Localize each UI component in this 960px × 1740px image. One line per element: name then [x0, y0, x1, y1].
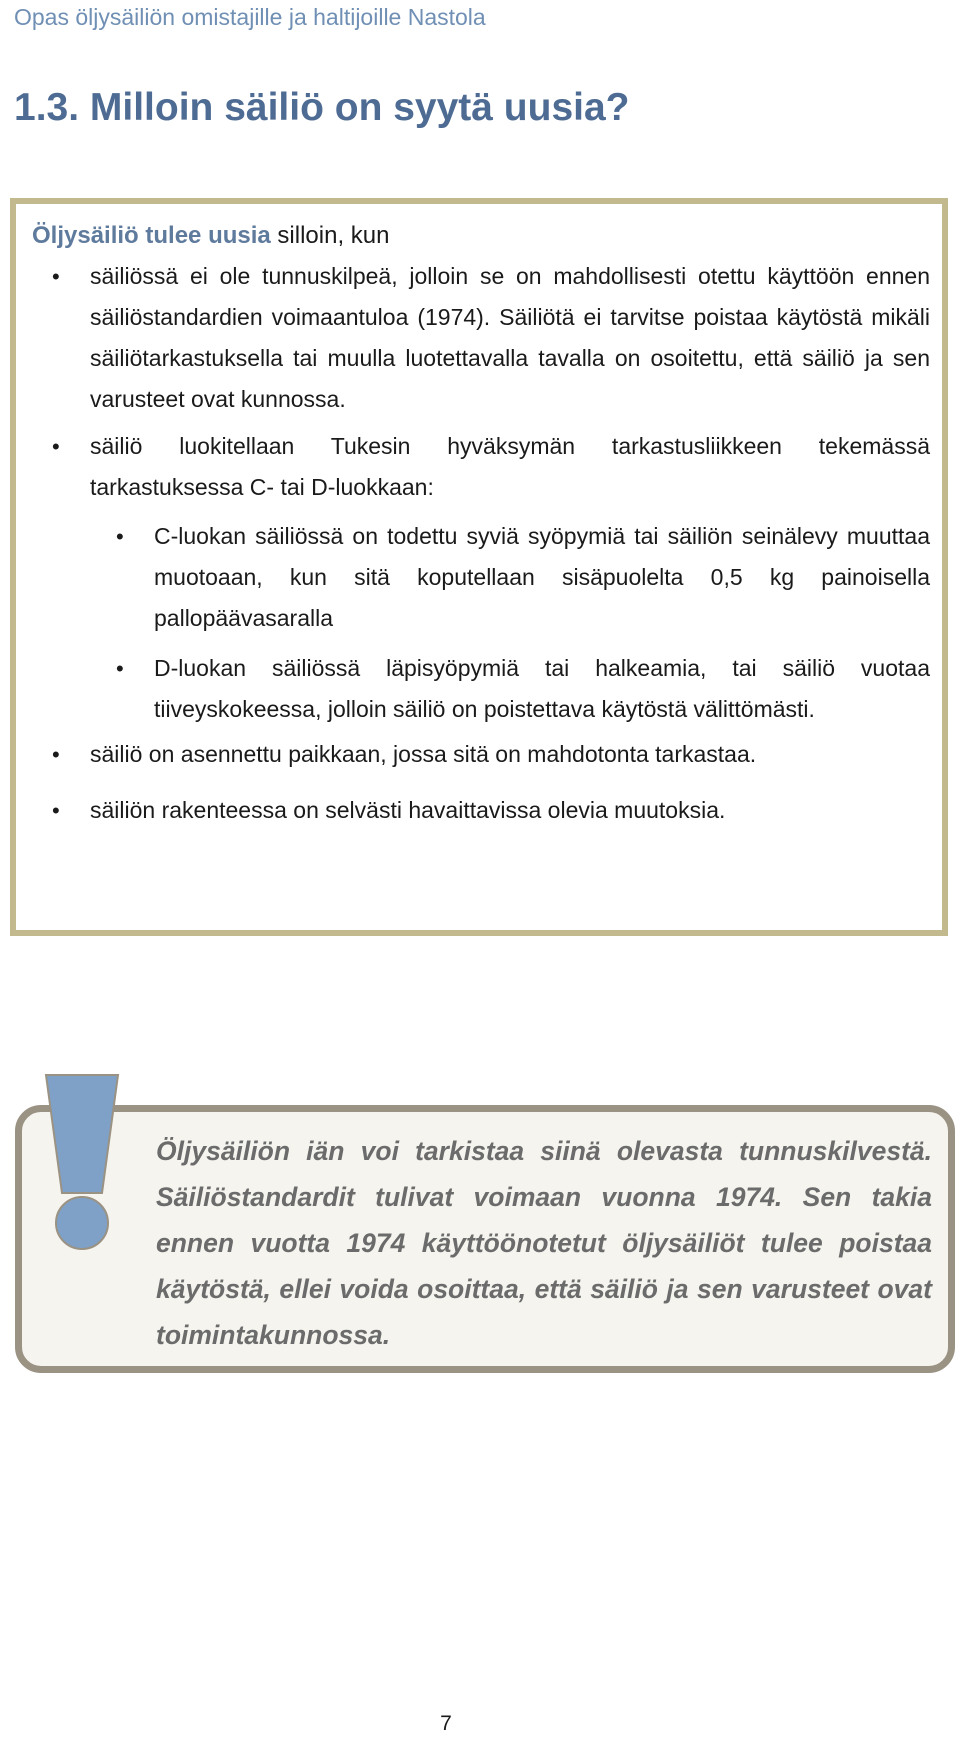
notice-box	[15, 1105, 955, 1373]
list-item-structure: säiliön rakenteessa on selvästi havaittavissa olevia muutoksia.	[90, 797, 726, 823]
bullet-icon: •	[52, 434, 60, 459]
exclamation-icon	[44, 1073, 120, 1253]
list-item-no-plate: säiliössä ei ole tunnuskilpeä, jolloin se on mahdollisesti otettu käyttöön ennen säiliöstandardien voimaantuloa (1974). Säiliötä ei tarvitse poistaa käytöstä mikäli säiliötarkastuksella tai muulla luotettavalla tavalla on osoitettu, että säiliö ja sen varusteet ovat kunnossa.	[90, 263, 930, 412]
section-title: 1.3. Milloin säiliö on syytä uusia?	[14, 86, 630, 129]
bullet-icon: •	[52, 264, 60, 289]
list-item-location: säiliö on asennettu paikkaan, jossa sitä on mahdotonta tarkastaa.	[90, 741, 757, 767]
criteria-intro-lead: Öljysäiliö tulee uusia	[32, 222, 271, 249]
running-header: Opas öljysäiliön omistajille ja haltijoille Nastola	[14, 4, 486, 30]
page-number: 7	[440, 1712, 452, 1735]
list-item-classification: säiliö luokitellaan Tukesin hyväksymän tarkastusliikkeen tekemässä tarkastuksessa C- tai D-luokkaan:	[90, 433, 930, 500]
bullet-icon: •	[52, 798, 60, 823]
bullet-icon: •	[52, 742, 60, 767]
list-item-class-d: D-luokan säiliössä läpisyöpymiä tai halkeamia, tai säiliö vuotaa tiiveyskokeessa, jolloin säiliö on poistettava käytöstä välittömästi.	[154, 655, 930, 722]
list-item-class-c: C-luokan säiliössä on todettu syviä syöpymiä tai säiliön seinälevy muuttaa muotoaan, kun sitä koputellaan sisäpuolelta 0,5 kg painoisella pallopäävasaralla	[154, 523, 930, 631]
bullet-icon: •	[116, 656, 124, 681]
criteria-intro	[32, 222, 389, 250]
bullet-icon: •	[116, 524, 124, 549]
notice-text: Öljysäiliön iän voi tarkistaa siinä olevasta tunnuskilvestä. Säiliöstandardit tulivat voimaan vuonna 1974. Sen takia ennen vuotta 1974 käyttöönotetut öljysäiliöt tulee poistaa käytöstä, ellei voida osoittaa, että säiliö ja sen varusteet ovat toimintakunnossa.	[156, 1136, 932, 1350]
criteria-intro-rest: silloin, kun	[270, 222, 390, 249]
criteria-box	[10, 198, 948, 936]
